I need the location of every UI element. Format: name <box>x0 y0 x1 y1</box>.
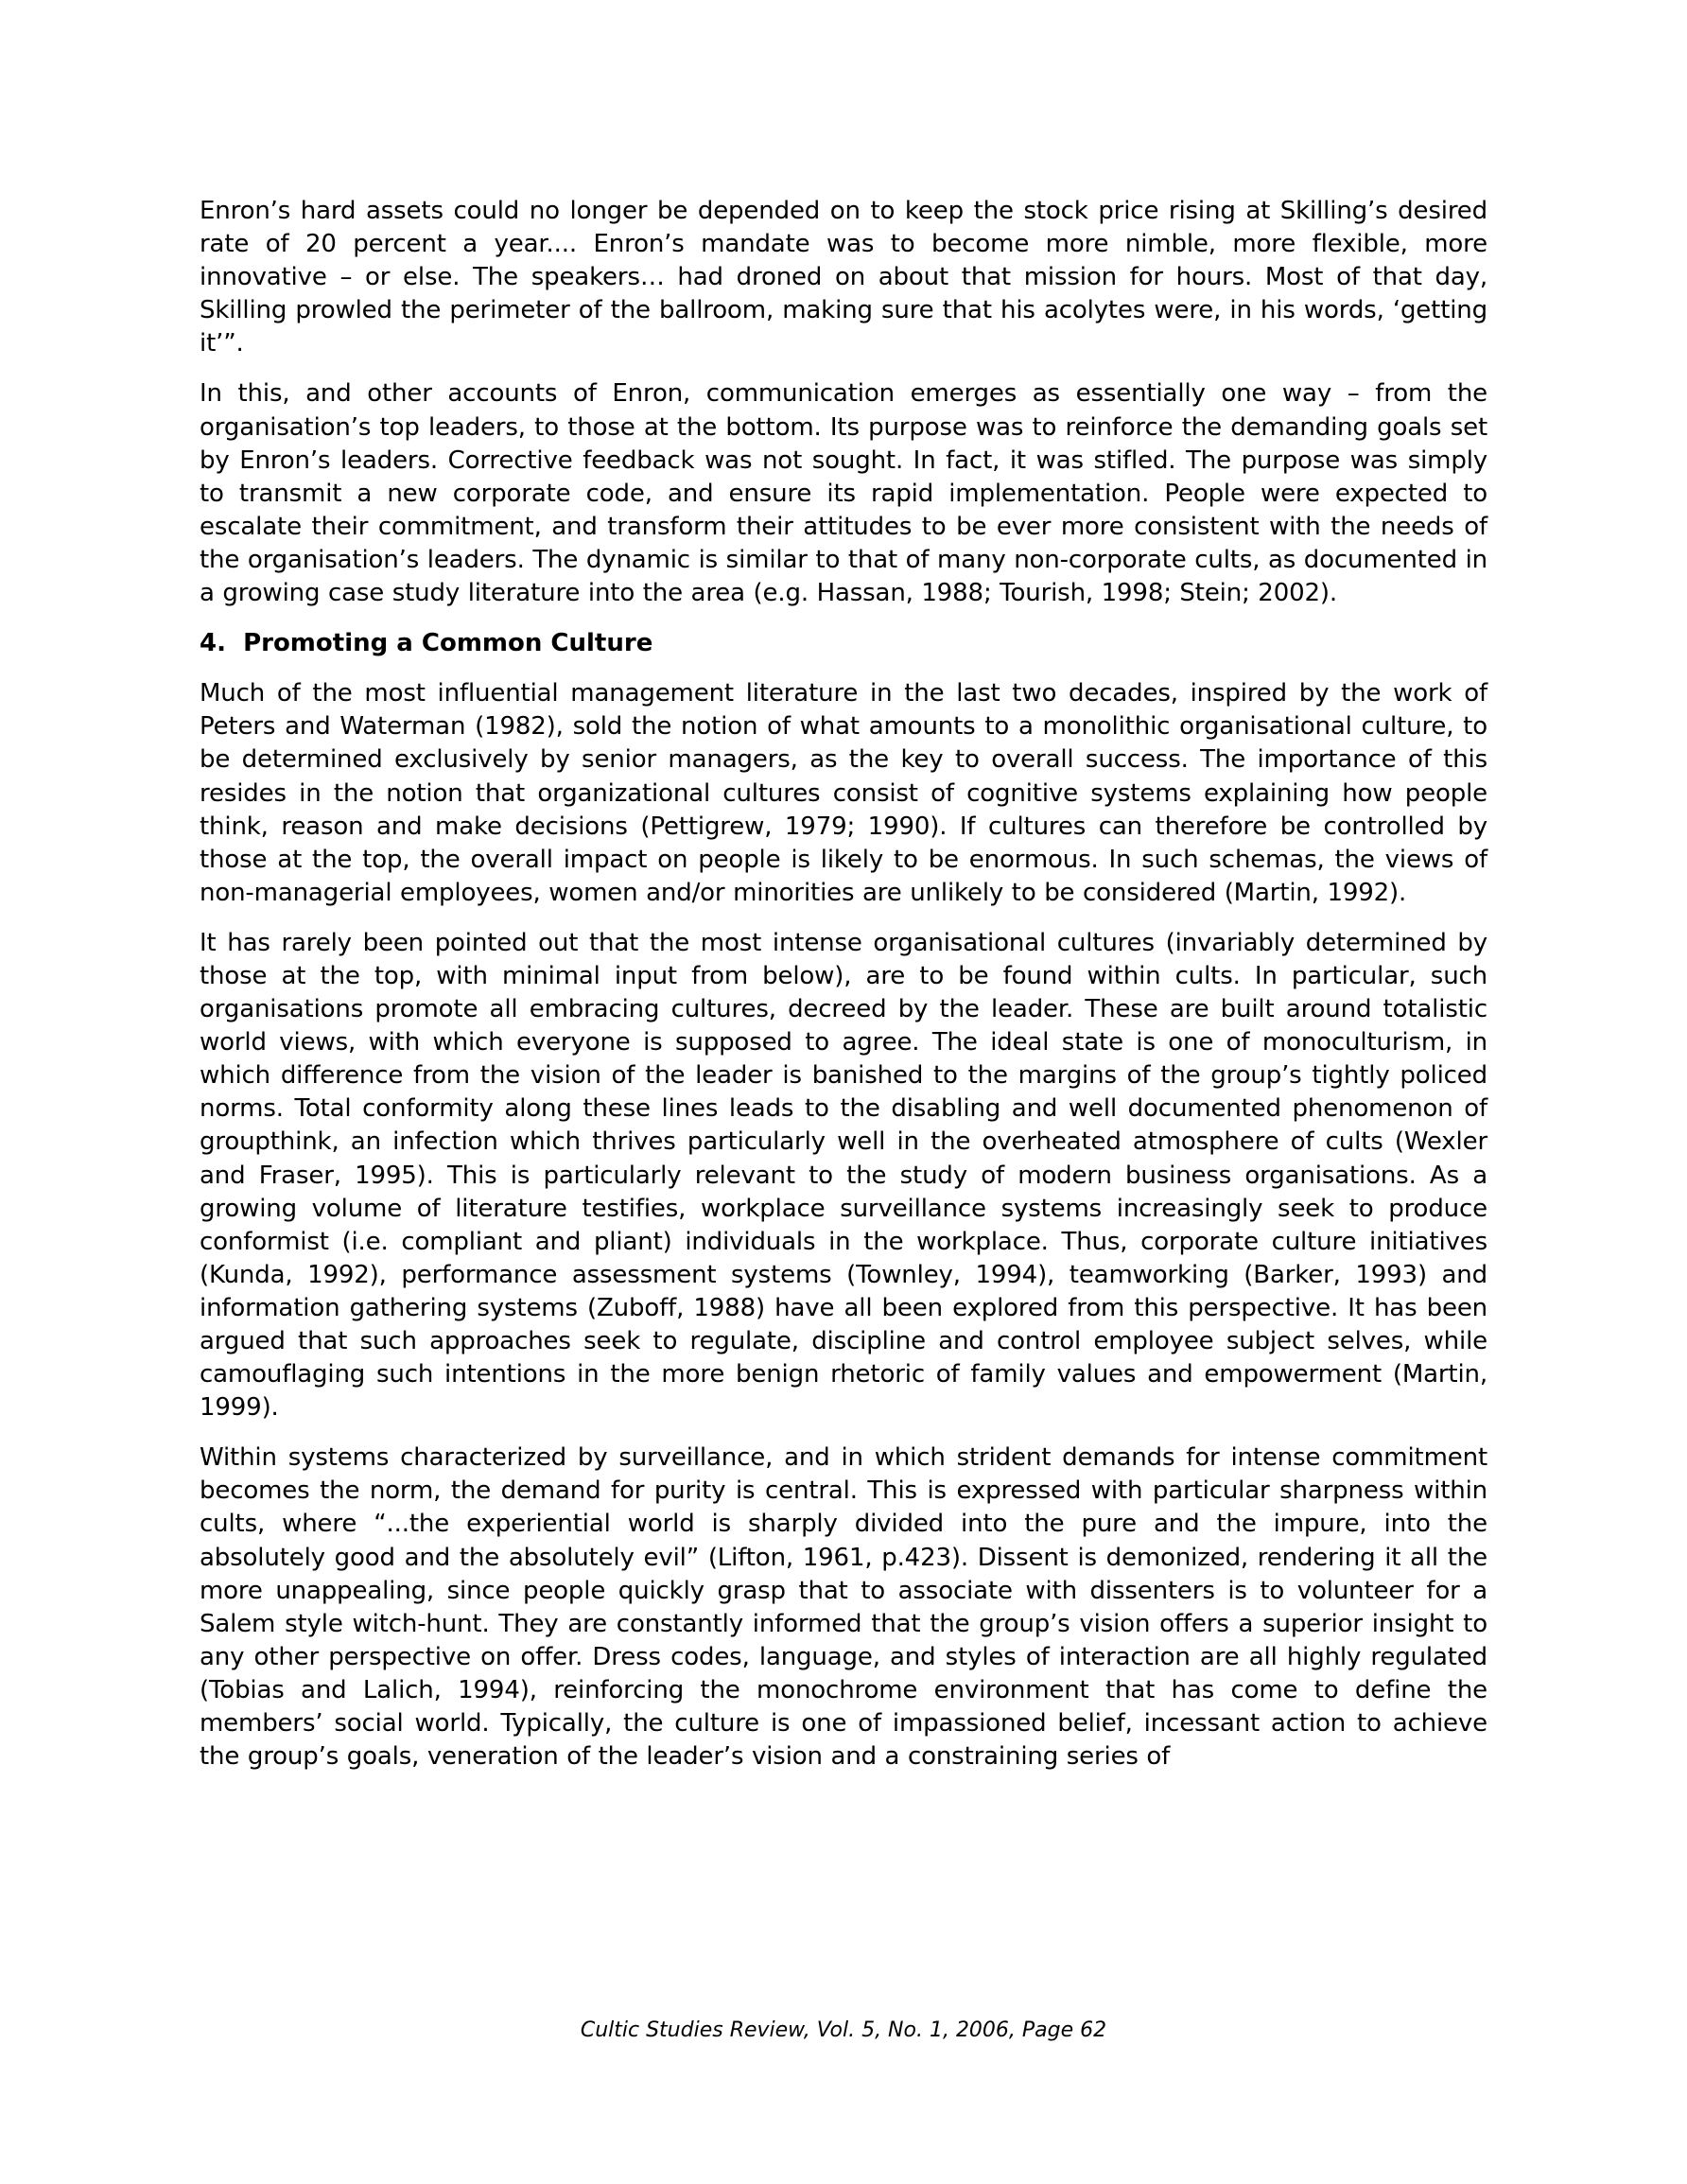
paragraph-enron-quote: Enron’s hard assets could no longer be depended on to keep the stock price rising at Skilling’s desired rate of 20 percent a year.... Enron’s mandate was to become more nimble, more flexible, more innovative – or else. The speakers… had droned on about that mission for hours. Most of that day, Skilling prowled the perimeter of the ballroom, making sure that his acolytes were, in his words, ‘getting it’”. <box>200 197 1487 358</box>
paragraph-surveillance-purity: Within systems characterized by surveillance, and in which strident demands for intense commitment becomes the norm, the demand for purity is central. This is expressed with particular sharpness within cults, where “...the experiential world is sharply divided into the pure and the impure, into the absolutely good and the absolutely evil” (Lifton, 1961, p.423). Dissent is demonized, rendering it all the more unappealing, since people quickly grasp that to associate with dissenters is to volunteer for a Salem style witch-hunt. They are constantly informed that the group’s vision offers a superior insight to any other perspective on offer. Dress codes, language, and styles of interaction are all highly regulated (Tobias and Lalich, 1994), reinforcing the monochrome environment that has come to define the members’ social world. Typically, the culture is one of impassioned belief, incessant action to achieve the group’s goals, veneration of the leader’s vision and a constraining series of <box>200 1443 1487 1772</box>
page-body <box>200 195 1487 1791</box>
page-footer-citation: Cultic Studies Review, Vol. 5, No. 1, 2006, Page 62 <box>580 2018 1107 2042</box>
paragraph-intense-cultures: It has rarely been pointed out that the most intense organisational cultures (invariably determined by those at the top, with minimal input from below), are to be found within cults. In particular, such organisations promote all embracing cultures, decreed by the leader. These are built around totalistic world views, with which everyone is supposed to agree. The ideal state is one of monoculturism, in which difference from the vision of the leader is banished to the margins of the group’s tightly policed norms. Total conformity along these lines leads to the disabling and well documented phenomenon of groupthink, an infection which thrives particularly well in the overheated atmosphere of cults (Wexler and Fraser, 1995). This is particularly relevant to the study of modern business organisations. As a growing volume of literature testifies, workplace surveillance systems increasingly seek to produce conformist (i.e. compliant and pliant) individuals in the workplace. Thus, corporate culture initiatives (Kunda, 1992), performance assessment systems (Townley, 1994), teamworking (Barker, 1993) and information gathering systems (Zuboff, 1988) have all been explored from this perspective. It has been argued that such approaches seek to regulate, discipline and control employee subject selves, while camouflaging such intentions in the more benign rhetoric of family values and empowerment (Martin, 1999). <box>200 928 1487 1423</box>
paragraph-management-literature: Much of the most influential management literature in the last two decades, inspired by the work of Peters and Waterman (1982), sold the notion of what amounts to a monolithic organisational culture, to be determined exclusively by senior managers, as the key to overall success. The importance of this resides in the notion that organizational cultures consist of cognitive systems explaining how people think, reason and make decisions (Pettigrew, 1979; 1990). If cultures can therefore be controlled by those at the top, the overall impact on people is likely to be enormous. In such schemas, the views of non-managerial employees, women and/or minorities are unlikely to be considered (Martin, 1992). <box>200 679 1487 907</box>
paragraph-enron-communication: In this, and other accounts of Enron, communication emerges as essentially one way – from the organisation’s top leaders, to those at the bottom. Its purpose was to reinforce the demanding goals set by Enron’s leaders. Corrective feedback was not sought. In fact, it was stifled. The purpose was simply to transmit a new corporate code, and ensure its rapid implementation. People were expected to escalate their commitment, and transform their attitudes to be ever more consistent with the needs of the organisation’s leaders. The dynamic is similar to that of many non-corporate cults, as documented in a growing case study literature into the area (e.g. Hassan, 1988; Tourish, 1998; Stein; 2002). <box>200 379 1487 608</box>
section-heading: 4. Promoting a Common Culture <box>200 629 653 658</box>
